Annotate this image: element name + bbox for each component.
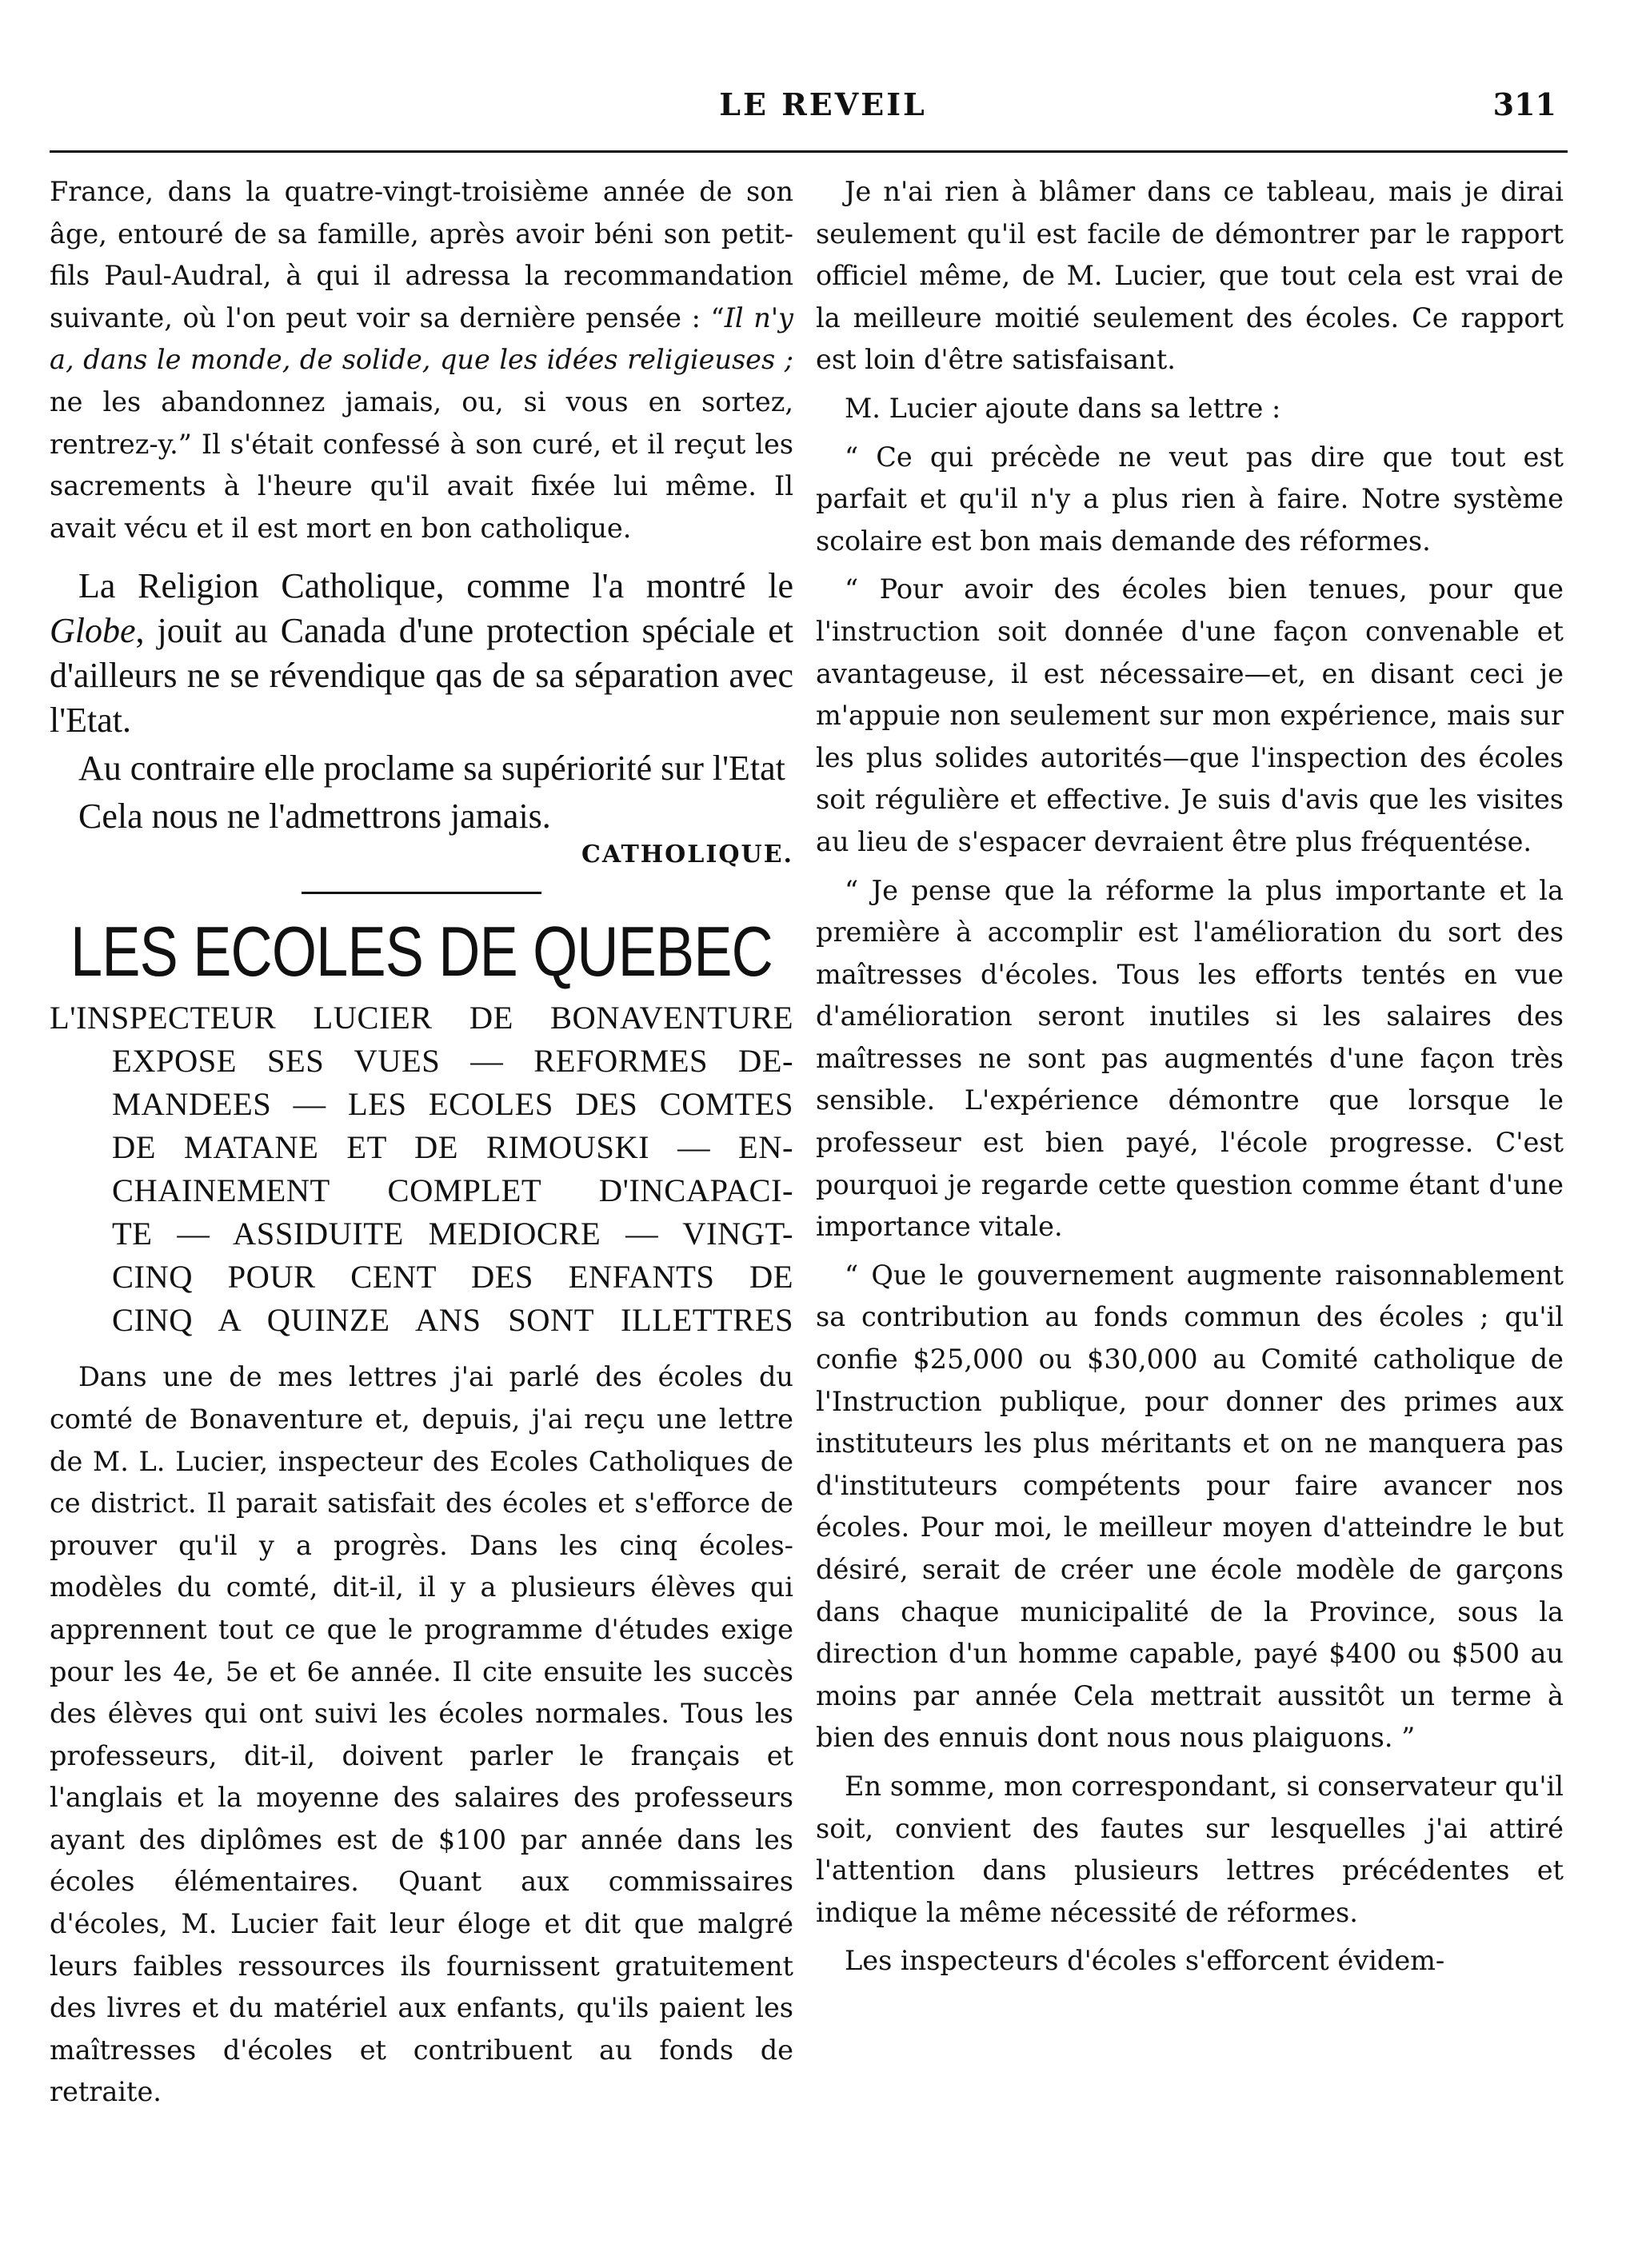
religion-text-a: La Religion Catholique, comme l'a montré le — [78, 566, 793, 606]
article-body-paragraph: Dans une de mes lettres j'ai parlé des écoles du comté de Bonaventure et, depuis, j'ai reçu une lettre de M. L. Lucier, inspecteur des Ecoles Catholiques de ce district. Il parait satisfait des écoles et s'efforce de prouver qu'il y a progrès. Dans les cinq écoles-modèles du comté, dit-il, il y a plusieurs élèves qui apprennent tout ce que le programme d'études exige pour les 4e, 5e et 6e année. Il cite ensuite les succès des élèves qui ont suivi les écoles normales. Tous les professeurs, dit-il, doivent parler le français et l'anglais et la moyenne des salaires des professeurs ayant des diplômes est de $100 par année dans les écoles élémentaires. Quant aux commissaires d'écoles, M. Lucier fait leur éloge et dit que malgré leurs faibles ressources ils fournissent gratuitement des livres et du matériel aux enfants, qu'ils paient les maîtresses d'écoles et contribuent au fonds de retraite. — [50, 1361, 793, 2108]
subhead-line: CINQ A QUINZE ANS SONT ILLETTRES — [112, 1302, 793, 1339]
page-number: 311 — [1492, 86, 1556, 122]
quote-italic: Il n'y a, dans le monde, de solide, que les idées religieuses ; — [50, 301, 793, 376]
superiority-paragraph: Au contraire elle proclame sa supériorité sur l'Etat — [78, 749, 785, 789]
continuation-paragraph — [50, 171, 793, 549]
article-subhead — [50, 996, 793, 1342]
paragraph: “ Pour avoir des écoles bien tenues, pour que l'instruction soit donnée d'une façon convenable et avantageuse, il est nécessaire—et, en disant ceci je m'appuie non seulement sur mon expérience, mais sur les plus solides autorités—que l'inspection des écoles soit régulière et effective. Je suis d'avis que les visites au lieu de s'espacer devraient être plus fréquentése. — [816, 573, 1564, 857]
subhead-line: MANDEES — LES ECOLES DES COMTES — [112, 1086, 793, 1123]
paragraph: “ Que le gouvernement augmente raisonnablement sa contribution au fonds commun des écoles ; qu'il confie $25,000 ou $30,000 au Comité catholique de l'Instruction publique, pour donner des primes aux instituteurs les plus méritants et on ne manquera pas d'instituteurs compétents pour faire avancer nos écoles. Pour moi, le meilleur moyen d'atteindre le but désiré, serait de créer une école modèle de garçons dans chaque municipalité de la Province, sous la direction d'un homme capable, payé $400 ou $500 au moins par année Cela mettrait aussitôt un terme à bien des ennuis dont nous nous plaiguons. ” — [816, 1259, 1564, 1754]
religion-text-b: , jouit au Canada d'une protection spéciale et d'ailleurs ne se révendique qas de sa séparation avec l'Etat. — [50, 611, 793, 741]
paragraph: “ Ce qui précède ne veut pas dire que tout est parfait et qu'il n'y a plus rien à faire. Notre système scolaire est bon mais demande des réformes. — [816, 441, 1564, 557]
subhead-line: EXPOSE SES VUES — REFORMES DE- — [112, 1043, 793, 1080]
right-column — [816, 171, 1564, 1983]
continuation-text: France, dans la quatre-vingt-troisième année de son âge, entouré de sa famille, après avoir béni son petit-fils Paul-Audral, à qui il adressa la recommandation suivante, où l'on peut voir sa dernière pensée : “ — [50, 176, 793, 333]
religion-paragraph — [50, 564, 793, 743]
header-rule — [50, 150, 1568, 153]
continuation-end: ne les abandonnez jamais, ou, si vous en sortez, rentrez-y.” Il s'était confessé à son curé, et il reçut les sacrements à l'heure qu'il avait fixée lui même. Il avait vécu et il est mort en bon catholique. — [50, 385, 793, 544]
globe-italic: Globe — [50, 611, 136, 651]
subhead-line: CINQ POUR CENT DES ENFANTS DE — [112, 1259, 793, 1296]
subhead-line: L'INSPECTEUR LUCIER DE BONAVENTURE — [50, 1000, 793, 1036]
paragraph: “ Je pense que la réforme la plus importante et la première à accomplir est l'amélioration du sort des maîtresses d'écoles. Tous les efforts tentés en vue d'amélioration seront inutiles si les salaires des maîtresses ne sont pas augmentés d'une façon très sensible. L'expérience démontre que lorsque le professeur est bien payé, l'école progresse. C'est pourquoi je regarde cette question comme étant d'une importance vitale. — [816, 874, 1564, 1243]
running-header — [0, 86, 1646, 134]
admit-paragraph: Cela nous ne l'admettrons jamais. — [78, 797, 551, 837]
journal-title: LE REVEIL — [719, 86, 927, 122]
subhead-line: CHAINEMENT COMPLET D'INCAPACI- — [112, 1172, 793, 1209]
left-column — [50, 171, 793, 2114]
section-divider — [302, 892, 541, 894]
paragraph: M. Lucier ajoute dans sa lettre : — [845, 392, 1281, 424]
paragraph: En somme, mon correspondant, si conservateur qu'il soit, convient des fautes sur lesquelles j'ai attiré l'attention dans plusieurs lettres précédentes et indique la même nécessité de réformes. — [816, 1770, 1564, 1928]
signature: CATHOLIQUE. — [581, 841, 793, 869]
paragraph: Je n'ai rien à blâmer dans ce tableau, mais je dirai seulement qu'il est facile de démontrer par le rapport officiel même, de M. Lucier, que tout cela est vrai de la meilleure moitié seulement des écoles. Ce rapport est loin d'être satisfaisant. — [816, 176, 1564, 376]
subhead-line: DE MATANE ET DE RIMOUSKI — EN- — [112, 1129, 793, 1166]
subhead-line: TE — ASSIDUITE MEDIOCRE — VINGT- — [112, 1216, 793, 1252]
paragraph: Les inspecteurs d'écoles s'efforcent évidem- — [845, 1945, 1445, 1977]
article-headline: LES ECOLES DE QUEBEC — [70, 912, 773, 992]
